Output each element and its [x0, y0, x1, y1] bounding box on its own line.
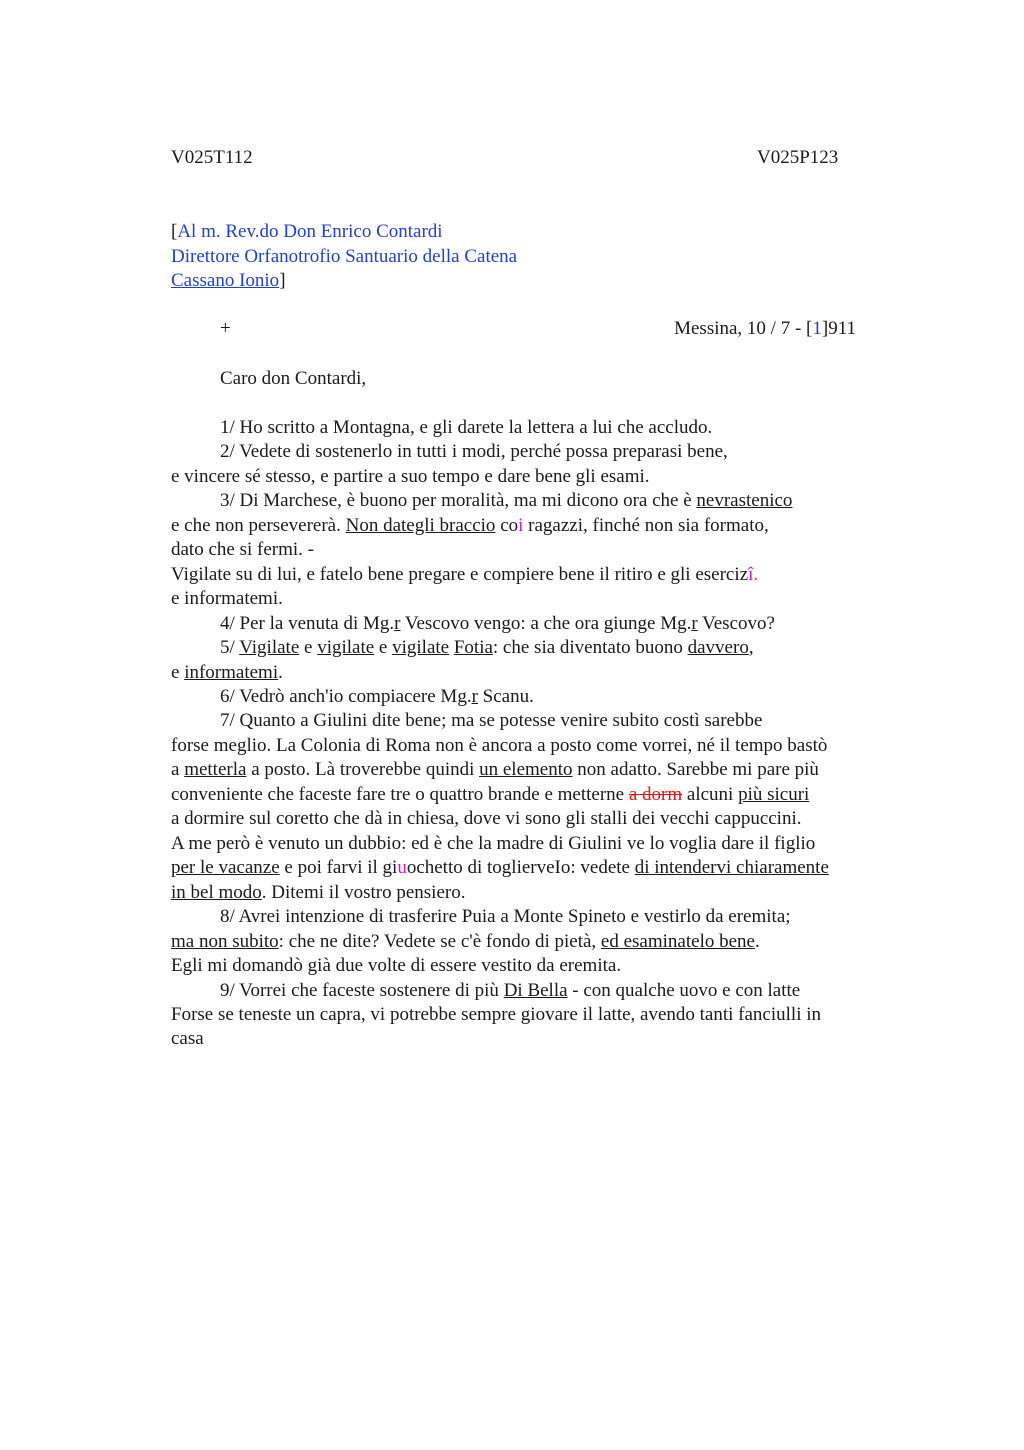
- paragraph-3-line-1: 3/ Di Marchese, è buono per moralità, ma mi dicono ora che è nevrastenico: [220, 490, 793, 511]
- paragraph-1: 1/ Ho scritto a Montagna, e gli darete la lettera a lui che accludo.: [220, 417, 713, 438]
- paragraph-9-line-2: Forse se teneste un capra, vi potrebbe sempre giovare il latte, avendo tanti fanciulli in: [171, 1004, 821, 1025]
- paragraph-3-line-5: e informatemi.: [171, 588, 283, 609]
- paragraph-2-line-1: 2/ Vedete di sostenerlo in tutti i modi, perché possa preparasi bene,: [220, 441, 728, 462]
- paragraph-7-line-4: conveniente che faceste fare tre o quattro brande e metterne a dorm alcuni più sicuri: [171, 784, 810, 805]
- bracket-open: [: [171, 221, 178, 242]
- paragraph-7-line-2: forse meglio. La Colonia di Roma non è ancora a posto come vorrei, né il tempo bastò: [171, 735, 828, 756]
- place-date: Messina, 10 / 7 - [1]911: [674, 318, 856, 339]
- paragraph-7-line-3: a metterla a posto. Là troverebbe quindi un elemento non adatto. Sarebbe mi pare più: [171, 759, 819, 780]
- paragraph-3-line-2: e che non persevererà. Non dategli braccio coi ragazzi, finché non sia formato,: [171, 515, 769, 536]
- paragraph-2-line-2: e vincere sé stesso, e partire a suo tempo e dare bene gli esami.: [171, 466, 650, 487]
- paragraph-7-line-5: a dormire sul coretto che dà in chiesa, dove vi sono gli stalli dei vecchi cappuccini.: [171, 808, 802, 829]
- document-code-left: V025T112: [171, 147, 253, 168]
- paragraph-9-line-1: 9/ Vorrei che faceste sostenere di più Di Bella - con qualche uovo e con latte: [220, 980, 801, 1001]
- paragraph-6: 6/ Vedrò anch'io compiacere Mg.r Scanu.: [220, 686, 534, 707]
- paragraph-7-line-7: per le vacanze e poi farvi il giuochetto di toglierveIo: vedete di intendervi chiaramente: [171, 857, 829, 878]
- address-line-1: Al m. Rev.do Don Enrico Contardi: [177, 221, 443, 242]
- paragraph-3-line-3: dato che si fermi. -: [171, 539, 314, 560]
- paragraph-3-line-4: Vigilate su di lui, e fatelo bene pregare e compiere bene il ritiro e gli esercizî.: [171, 564, 759, 585]
- paragraph-7-line-8: in bel modo. Ditemi il vostro pensiero.: [171, 882, 466, 903]
- address-line-3: Cassano Ionio: [171, 270, 280, 291]
- paragraph-8-line-2: ma non subito: che ne dite? Vedete se c'è fondo di pietà, ed esaminatelo bene.: [171, 931, 760, 952]
- paragraph-4: 4/ Per la venuta di Mg.r Vescovo vengo: a che ora giunge Mg.r Vescovo?: [220, 613, 775, 634]
- paragraph-8-line-3: Egli mi domandò già due volte di essere vestito da eremita.: [171, 955, 622, 976]
- bracket-close: ]: [279, 270, 286, 291]
- cross-mark: +: [220, 318, 231, 339]
- address-line-2: Direttore Orfanotrofio Santuario della Catena: [171, 246, 518, 267]
- struck-text: a dorm: [628, 784, 683, 805]
- paragraph-7-line-1: 7/ Quanto a Giulini dite bene; ma se potesse venire subito costì sarebbe: [220, 710, 763, 731]
- document-code-right: V025P123: [757, 147, 839, 168]
- paragraph-9-line-3: casa: [171, 1028, 204, 1049]
- paragraph-5-line-1: 5/ Vigilate e vigilate e vigilate Fotia: che sia diventato buono davvero,: [220, 637, 754, 658]
- salutation: Caro don Contardi,: [220, 368, 367, 389]
- paragraph-5-line-2: e informatemi.: [171, 662, 283, 683]
- paragraph-8-line-1: 8/ Avrei intenzione di trasferire Puia a Monte Spineto e vestirlo da eremita;: [220, 906, 791, 927]
- paragraph-7-line-6: A me però è venuto un dubbio: ed è che la madre di Giulini ve lo voglia dare il figlio: [171, 833, 816, 854]
